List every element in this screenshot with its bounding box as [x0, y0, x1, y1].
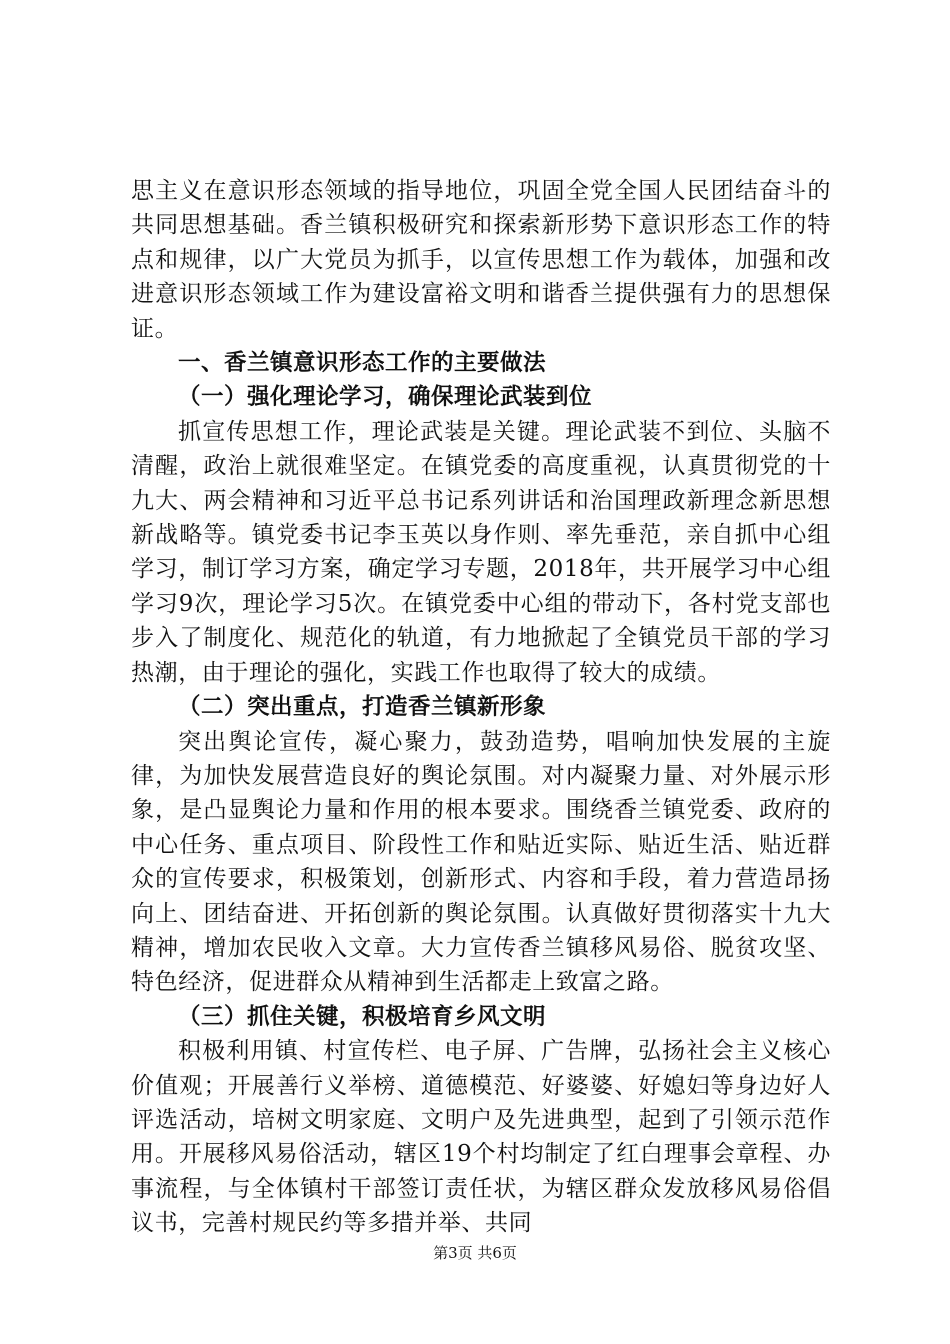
page-footer: 第3页 共6页	[433, 1244, 517, 1262]
section-heading-main-practices: 一、香兰镇意识形态工作的主要做法	[178, 350, 547, 377]
subsection-heading-theory-study: （一）强化理论学习，确保理论武装到位	[178, 384, 593, 411]
paragraph-intro-continued: 思主义在意识形态领域的指导地位，巩固全党全国人民团结奋斗的共同思想基础。香兰镇积极研究和探索新形势下意识形态工作的特点和规律，以广大党员为抓手，以宣传思想工作为载体，加强和改进意识形态领域工作为建设富裕文明和谐香兰提供强有力的思想保证。	[131, 178, 831, 342]
paragraph-theory-study: 抓宣传思想工作，理论武装是关键。理论武装不到位、头脑不清醒，政治上就很难坚定。在镇党委的高度重视，认真贯彻党的十九大、两会精神和习近平总书记系列讲话和治国理政新理念新思想新战略等。镇党委书记李玉英以身作则、率先垂范，亲自抓中心组学习，制订学习方案，确定学习专题，2018年，共开展学习中心组学习9次，理论学习5次。在镇党委中心组的带动下，各村党支部也步入了制度化、规范化的轨道，有力地掀起了全镇党员干部的学习热潮，由于理论的强化，实践工作也取得了较大的成绩。	[131, 418, 831, 686]
subsection-heading-civilization: （三）抓住关键，积极培育乡风文明	[178, 1003, 547, 1030]
paragraph-new-image: 突出舆论宣传，凝心聚力，鼓劲造势，唱响加快发展的主旋律，为加快发展营造良好的舆论氛围。对内凝聚力量、对外展示形象，是凸显舆论力量和作用的根本要求。围绕香兰镇党委、政府的中心任务、重点项目、阶段性工作和贴近实际、贴近生活、贴近群众的宣传要求，积极策划，创新形式、内容和手段，着力营造昂扬向上、团结奋进、开拓创新的舆论氛围。认真做好贯彻落实十九大精神，增加农民收入文章。大力宣传香兰镇移风易俗、脱贫攻坚、特色经济，促进群众从精神到生活都走上致富之路。	[131, 728, 831, 996]
paragraph-civilization: 积极利用镇、村宣传栏、电子屏、广告牌，弘扬社会主义核心价值观；开展善行义举榜、道德模范、好婆婆、好媳妇等身边好人评选活动，培树文明家庭、文明户及先进典型，起到了引领示范作用。开展移风易俗活动，辖区19个村均制定了红白理事会章程、办事流程，与全体镇村干部签订责任状，为辖区群众发放移风易俗倡议书，完善村规民约等多措并举、共同	[131, 1038, 831, 1237]
subsection-heading-new-image: （二）突出重点，打造香兰镇新形象	[178, 694, 547, 721]
document-body	[131, 174, 831, 1241]
